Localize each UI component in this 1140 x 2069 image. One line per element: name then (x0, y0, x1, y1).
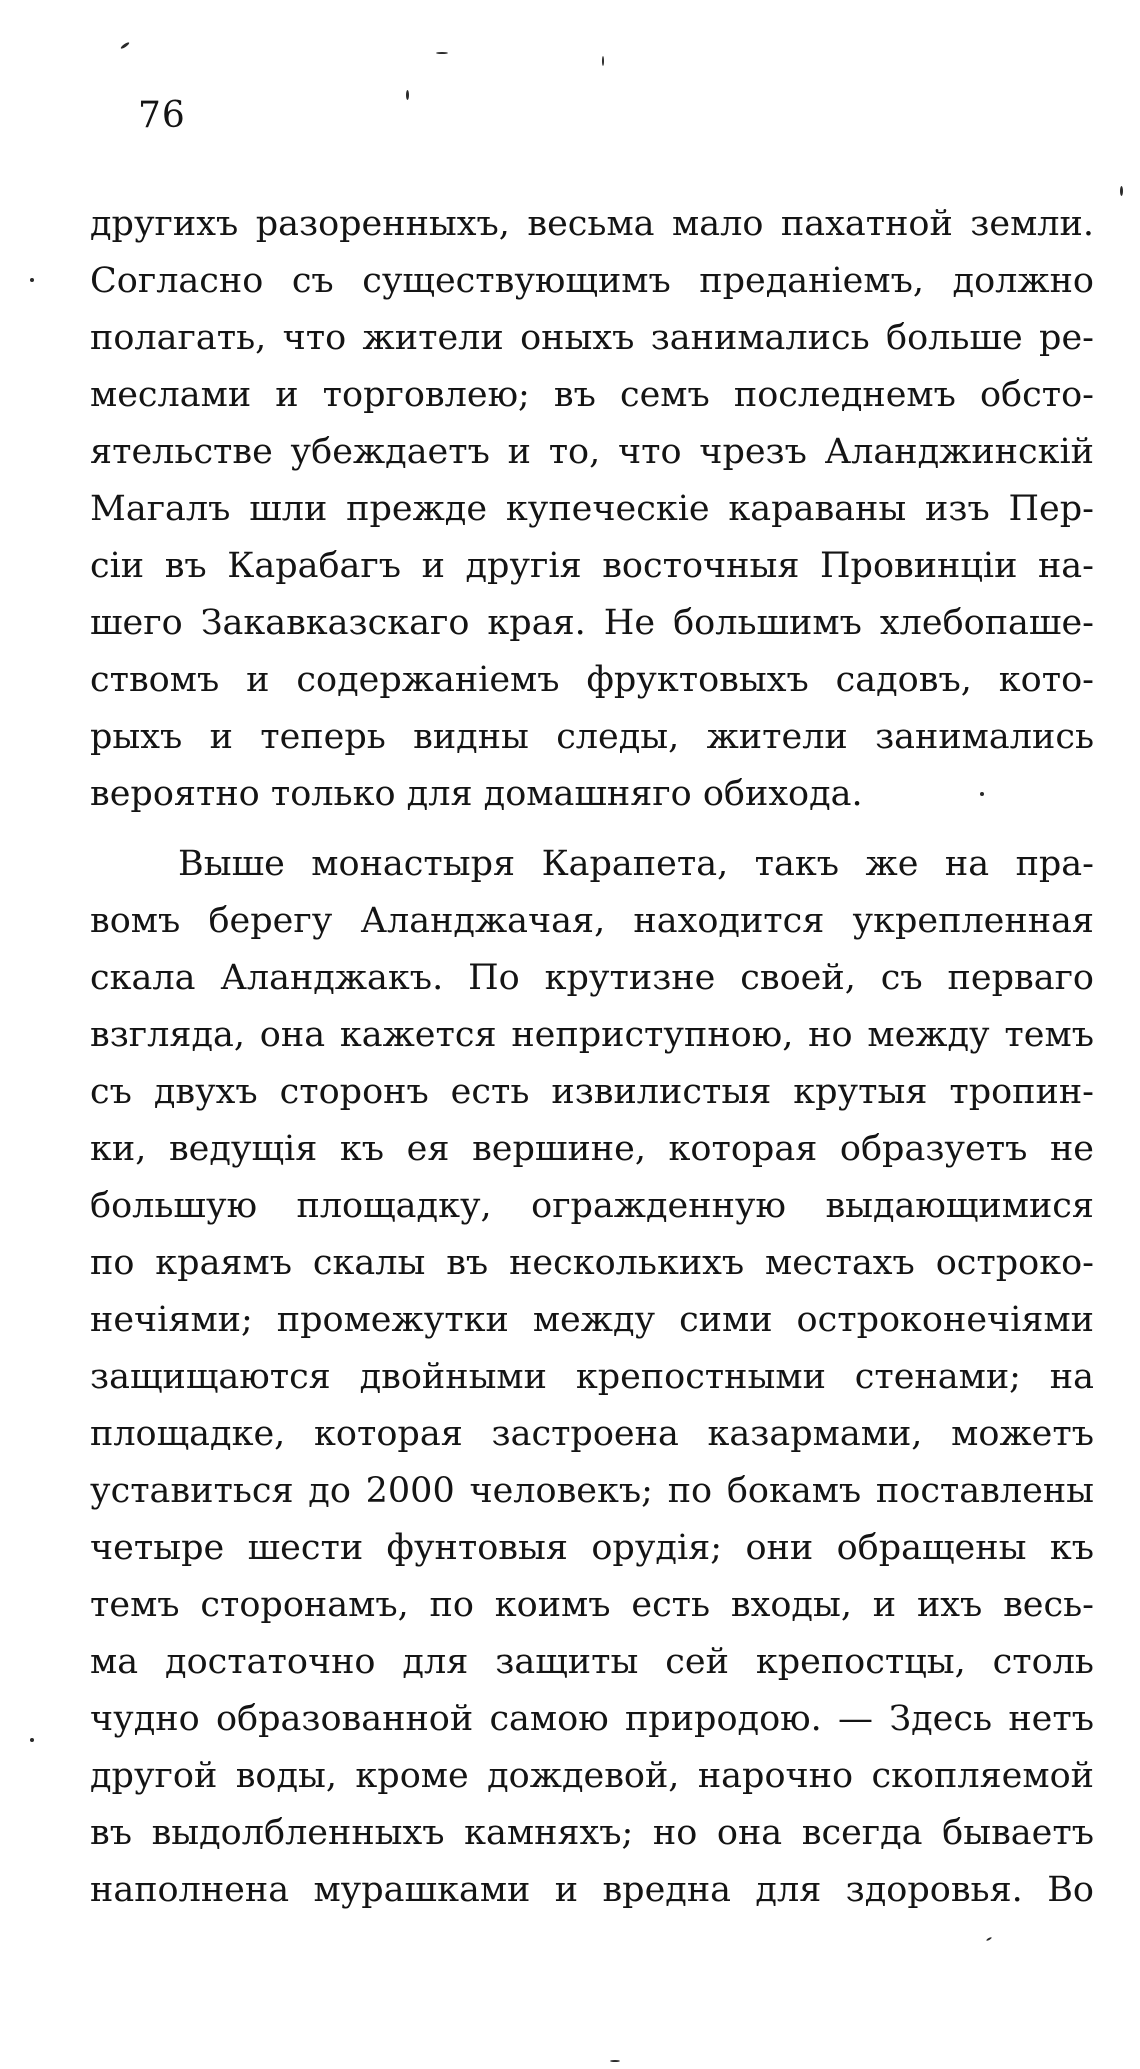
text-line: шего Закавказскаго края. Не большимъ хлебопаше- (90, 603, 1094, 643)
page-number: 76 (138, 95, 186, 136)
text-line: сіи въ Карабагъ и другія восточныя Провинціи на- (90, 546, 1094, 586)
text-line: площадке, которая застроена казармами, можетъ (90, 1414, 1094, 1454)
text-line: чудно образованной самою природою. — Здесь нетъ (90, 1699, 1094, 1739)
text-line: большую площадку, огражденную выдающимися (90, 1186, 1094, 1226)
scan-speck (610, 2060, 620, 2062)
scan-speck (436, 52, 448, 54)
text-line: скала Аланджакъ. По крутизне своей, съ перваго (90, 958, 1094, 998)
scan-speck (602, 56, 604, 66)
text-line: вероятно только для домашняго обихода. (90, 774, 863, 814)
scan-speck (980, 792, 984, 796)
text-line: въ выдолбленныхъ камняхъ; но она всегда бываетъ (90, 1813, 1094, 1853)
text-line: четыре шести фунтовыя орудія; они обращены къ (90, 1528, 1094, 1568)
scan-speck (120, 41, 130, 49)
text-line: другихъ разоренныхъ, весьма мало пахатной земли. (90, 204, 1094, 244)
text-line: Магалъ шли прежде купеческіе караваны изъ Пер- (90, 489, 1094, 529)
text-line: другой воды, кроме дождевой, нарочно скопляемой (90, 1756, 1094, 1796)
paragraph-1 (90, 196, 1094, 823)
text-line: по краямъ скалы въ несколькихъ местахъ остроко- (90, 1243, 1094, 1283)
text-line: ствомъ и содержаніемъ фруктовыхъ садовъ, кото- (90, 660, 1094, 700)
text-line: темъ сторонамъ, по коимъ есть входы, и ихъ весь- (90, 1585, 1094, 1625)
scan-speck (406, 90, 409, 100)
scan-speck (986, 1937, 992, 1942)
text-line: Выше монастыря Карапета, такъ же на пра- (178, 844, 1094, 884)
text-line: полагать, что жители оныхъ занимались больше ре- (90, 318, 1094, 358)
text-line: рыхъ и теперь видны следы, жители занимались (90, 717, 1094, 757)
scan-speck (30, 278, 34, 282)
scan-speck (1120, 186, 1123, 196)
text-line: наполнена мурашками и вредна для здоровья. Во (90, 1870, 1094, 1910)
paragraph-2 (90, 836, 1094, 1919)
text-line: нечіями; промежутки между сими остроконечіями (90, 1300, 1094, 1340)
text-line: взгляда, она кажется неприступною, но между темъ (90, 1015, 1094, 1055)
text-line: ки, ведущія къ ея вершине, которая образуетъ не (90, 1129, 1094, 1169)
text-line: вомъ берегу Аланджачая, находится укрепленная (90, 901, 1094, 941)
text-line: съ двухъ сторонъ есть извилистыя крутыя тропин- (90, 1072, 1094, 1112)
scan-speck (30, 1738, 34, 1742)
text-line: Согласно съ существующимъ преданіемъ, должно (90, 261, 1094, 301)
text-line: меслами и торговлею; въ семъ последнемъ обсто- (90, 375, 1094, 415)
text-line: ма достаточно для защиты сей крепостцы, столь (90, 1642, 1094, 1682)
text-line: уставиться до 2000 человекъ; по бокамъ поставлены (90, 1471, 1094, 1511)
text-line: ятельстве убеждаетъ и то, что чрезъ Аланджинскій (90, 432, 1094, 472)
text-line: защищаются двойными крепостными стенами; на (90, 1357, 1094, 1397)
